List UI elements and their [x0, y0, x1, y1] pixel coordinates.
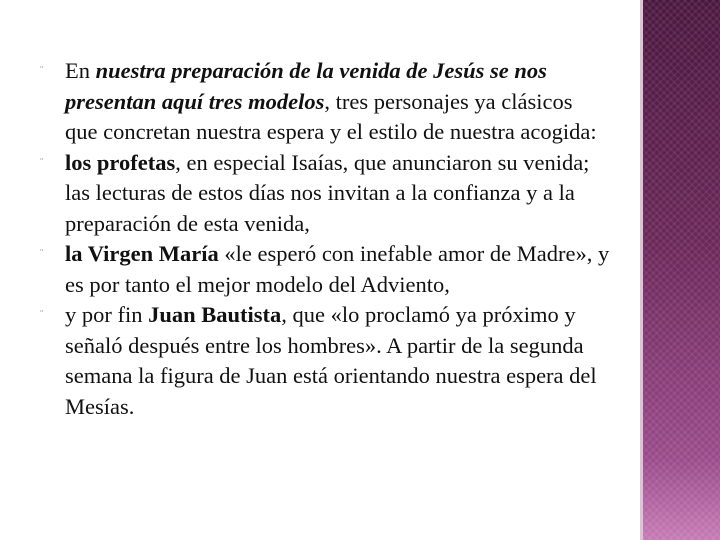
- bullet-item-modelos: [40, 56, 610, 148]
- bullet-text: «le esperó con inefable amor de Madre», y es por tanto el mejor modelo del Adviento,: [65, 241, 610, 297]
- bullet-item-juan-bautista: [40, 300, 610, 422]
- bullet-icon: ¨: [40, 65, 44, 76]
- decorative-side-panel: [643, 0, 720, 540]
- bullet-text: , en especial Isaías, que anunciaron su venida; las lecturas de estos días nos invitan a la confianza y a la preparación de esta venida,: [65, 149, 590, 236]
- bullet-emphasis: los profetas: [65, 149, 176, 175]
- bullet-emphasis: la Virgen María: [65, 241, 219, 266]
- bullet-list: [40, 56, 610, 422]
- bullet-icon: ¨: [40, 156, 44, 168]
- bullet-item-profetas: [40, 148, 610, 240]
- bullet-text: En: [65, 58, 96, 83]
- bullet-text: , tres personajes ya clásicos que concretan nuestra espera y el estilo de nuestra acogida:: [65, 88, 597, 144]
- bullet-text: y por fin: [65, 302, 149, 327]
- bullet-icon: ¨: [40, 309, 44, 320]
- bullet-item-virgen-maria: [40, 239, 610, 300]
- bullet-icon: ¨: [40, 248, 44, 259]
- bullet-emphasis: nuestra preparación de la venida de Jesús se nos presentan aquí tres modelos: [65, 58, 547, 114]
- bullet-emphasis: Juan Bautista: [148, 302, 282, 327]
- bullet-text: , que «lo proclamó ya próximo y señaló después entre los hombres». A partir de la segunda semana la figura de Juan está orientando nuestra espera del Mesías.: [65, 302, 597, 419]
